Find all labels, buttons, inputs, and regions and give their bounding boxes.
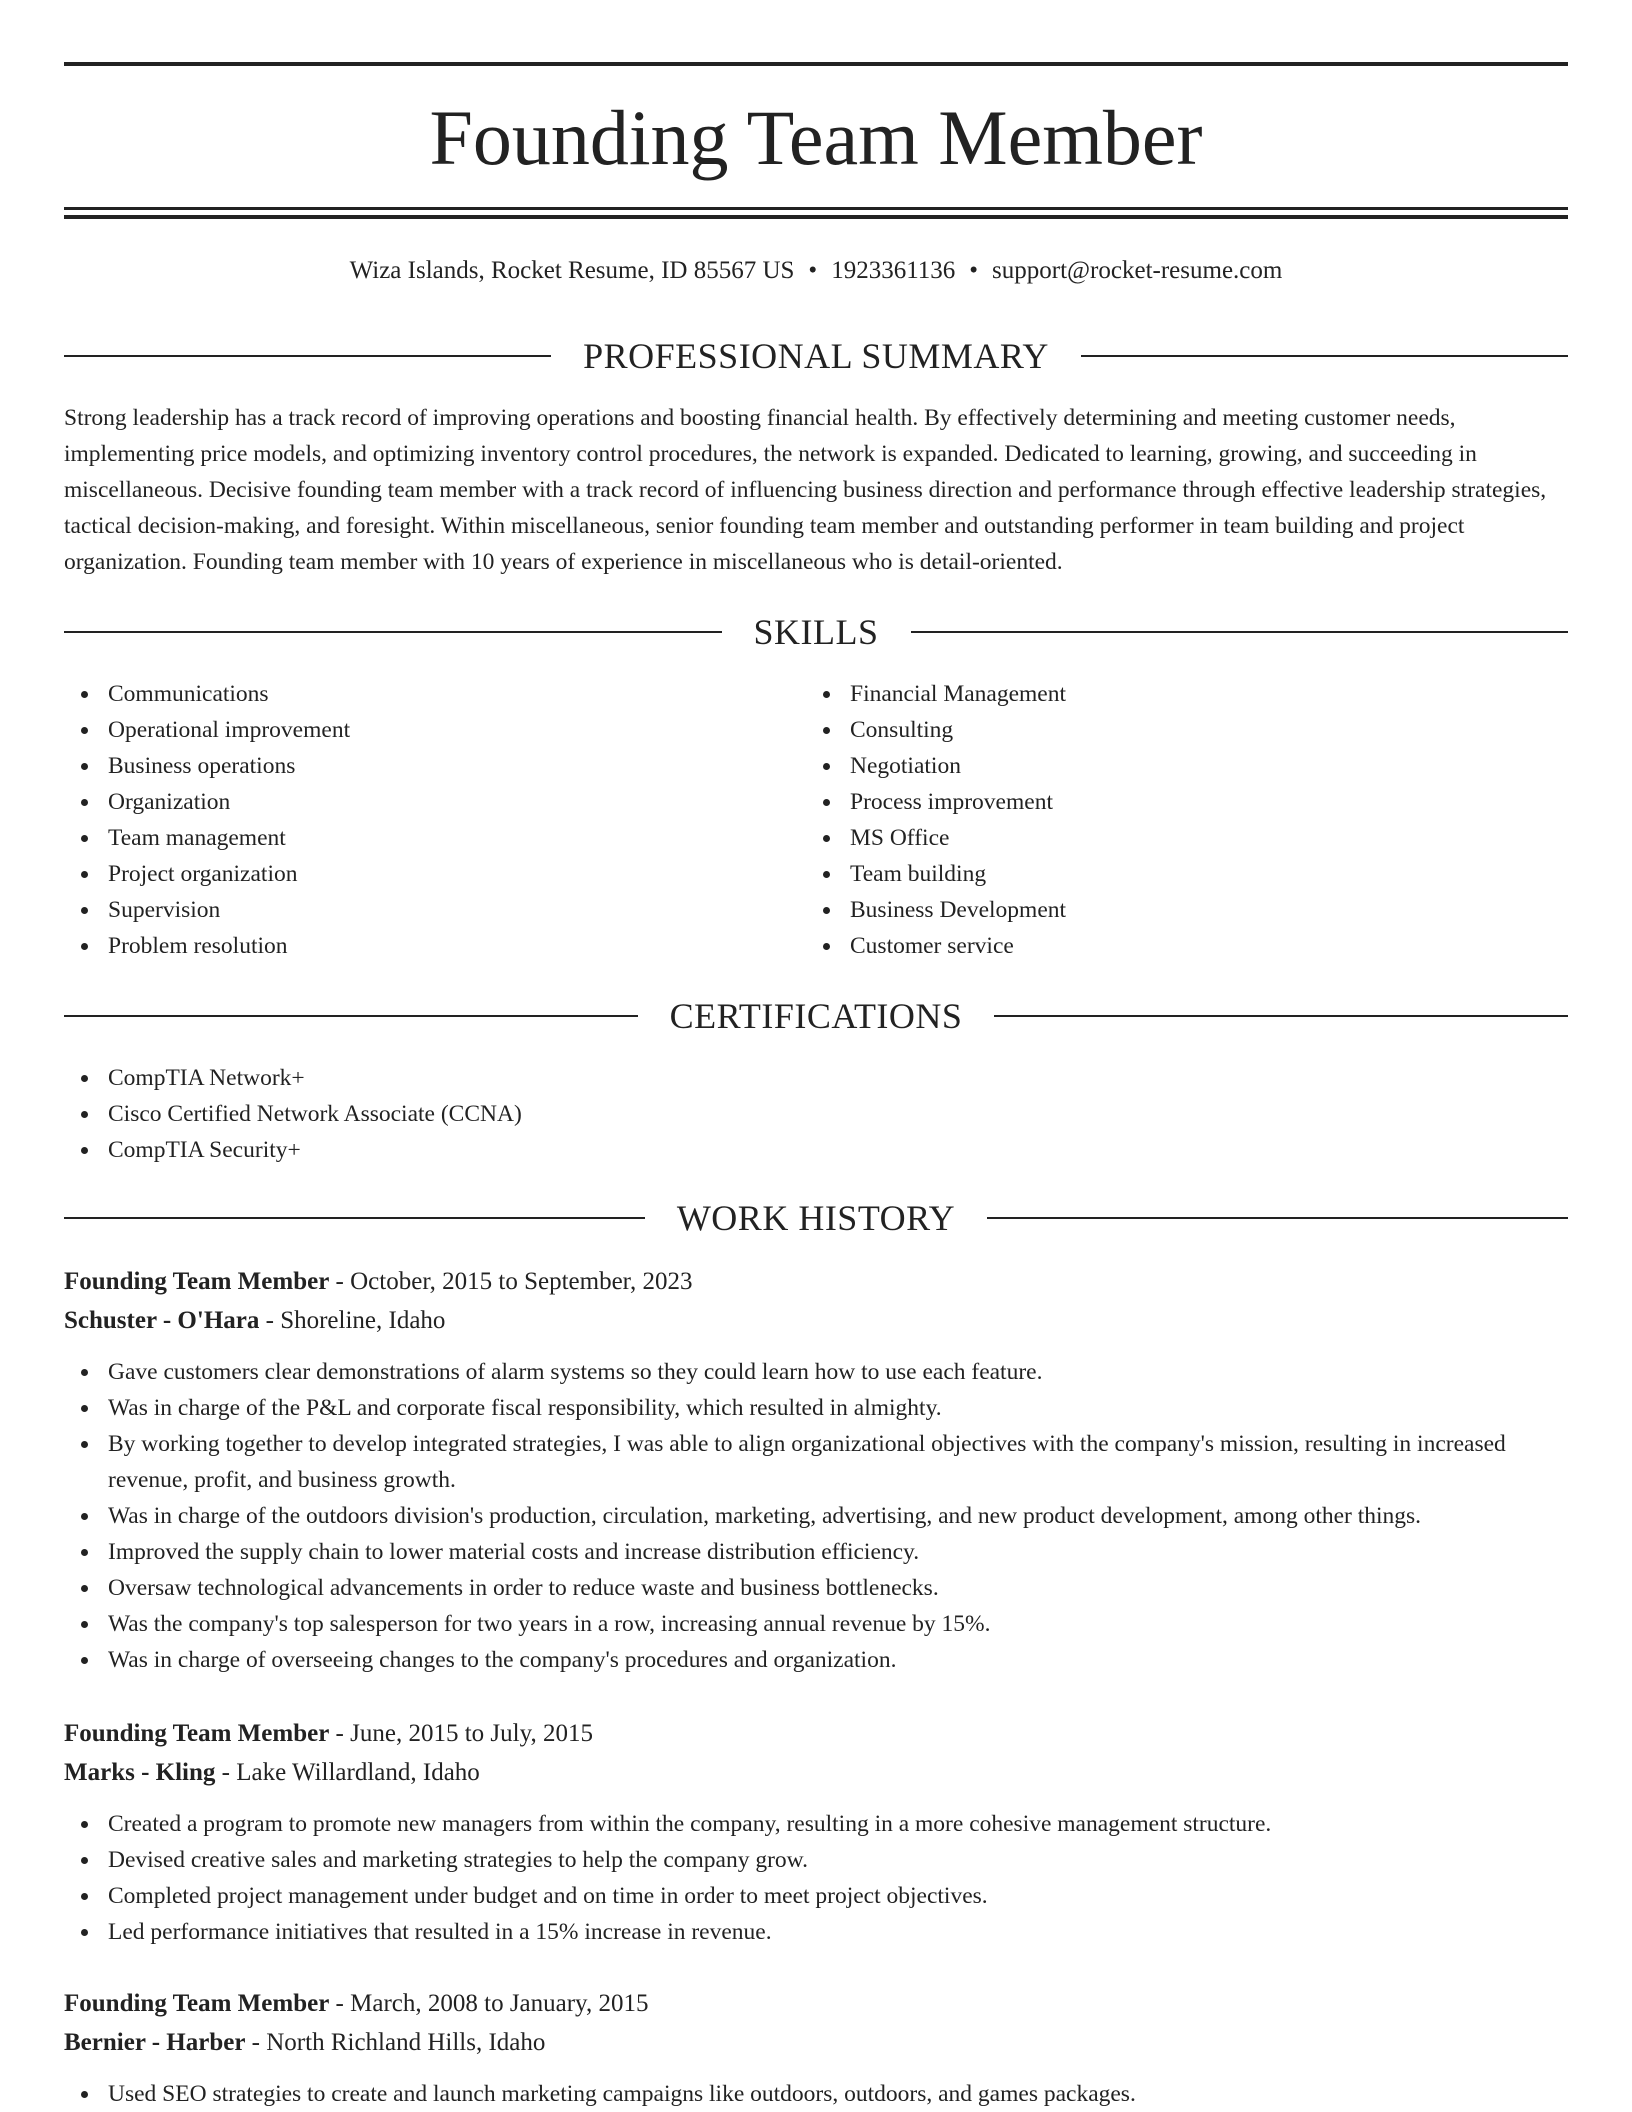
skill-item: Business Development	[806, 892, 1546, 928]
skill-item: Team management	[64, 820, 804, 856]
skill-item: Process improvement	[806, 784, 1546, 820]
certification-item: CompTIA Security+	[64, 1132, 1568, 1168]
skill-item: Project organization	[64, 856, 804, 892]
job-bullets	[64, 1354, 1568, 1678]
section-rule-right	[1081, 355, 1568, 357]
job-bullet: By working together to develop integrated strategies, I was able to align organizational objectives with the company's mission, resulting in increased revenue, profit, and business growth.	[64, 1426, 1568, 1498]
job-bullet: Gave customers clear demonstrations of alarm systems so they could learn how to use each feature.	[64, 1354, 1568, 1390]
certification-item: Cisco Certified Network Associate (CCNA)	[64, 1096, 1568, 1132]
double-rule-upper	[64, 207, 1568, 210]
job-title: Founding Team Member	[64, 1720, 330, 1747]
skill-item: MS Office	[806, 820, 1546, 856]
job-location: - Shoreline, Idaho	[259, 1307, 446, 1334]
section-header-work-history	[64, 1196, 1568, 1240]
skills-list-right	[806, 676, 1546, 964]
job-bullet: Used SEO strategies to create and launch marketing campaigns like outdoors, outdoors, and games packages.	[64, 2076, 1568, 2112]
job-title-line	[64, 1714, 1568, 1753]
section-rule-right	[994, 1015, 1568, 1017]
job-entry	[64, 1714, 1568, 1950]
job-title-line	[64, 1984, 1568, 2023]
skills-list-left	[64, 676, 804, 964]
skill-item: Communications	[64, 676, 804, 712]
job-dates: - June, 2015 to July, 2015	[329, 1720, 593, 1747]
job-company-line	[64, 2023, 1568, 2062]
section-title-skills: SKILLS	[753, 612, 879, 652]
job-bullet: Created a program to promote new managers from within the company, resulting in a more cohesive management structure.	[64, 1806, 1568, 1842]
job-bullet: Was the company's top salesperson for two years in a row, increasing annual revenue by 15%.	[64, 1606, 1568, 1642]
job-bullet: Completed project management under budget and on time in order to meet project objectives.	[64, 1878, 1568, 1914]
section-rule-left	[64, 1015, 638, 1017]
section-rule-left	[64, 1217, 645, 1219]
job-bullet: Was in charge of the outdoors division's production, circulation, marketing, advertising, and new product development, among other things.	[64, 1498, 1568, 1534]
job-bullet: Oversaw technological advancements in order to reduce waste and business bottlenecks.	[64, 1570, 1568, 1606]
section-header-skills	[64, 610, 1568, 654]
job-dates: - October, 2015 to September, 2023	[329, 1268, 693, 1295]
skill-item: Operational improvement	[64, 712, 804, 748]
certifications-list	[64, 1060, 1568, 1168]
job-entry	[64, 1262, 1568, 1678]
job-bullet: Devised creative sales and marketing strategies to help the company grow.	[64, 1842, 1568, 1878]
double-rule-lower	[64, 215, 1568, 219]
contact-separator: •	[808, 257, 818, 284]
skill-item: Organization	[64, 784, 804, 820]
section-title-certifications: CERTIFICATIONS	[669, 996, 963, 1036]
job-title: Founding Team Member	[64, 1990, 330, 2017]
section-title-work-history: WORK HISTORY	[676, 1198, 956, 1238]
section-title-summary: PROFESSIONAL SUMMARY	[583, 336, 1049, 376]
job-bullets	[64, 2076, 1568, 2112]
certification-item: CompTIA Network+	[64, 1060, 1568, 1096]
skill-item: Financial Management	[806, 676, 1546, 712]
skill-item: Supervision	[64, 892, 804, 928]
contact-address: Wiza Islands, Rocket Resume, ID 85567 US	[349, 257, 795, 284]
section-header-summary	[64, 334, 1568, 378]
job-bullet: Improved the supply chain to lower material costs and increase distribution efficiency.	[64, 1534, 1568, 1570]
job-dates: - March, 2008 to January, 2015	[329, 1990, 649, 2017]
summary-text: Strong leadership has a track record of improving operations and boosting financial health. By effectively determining and meeting customer needs, implementing price models, and optimizing inventory control procedures, the network is expanded. Dedicated to learning, growing, and succeeding in miscellaneous. Decisive founding team member with a track record of influencing business direction and performance through effective leadership strategies, tactical decision-making, and foresight. Within miscellaneous, senior founding team member and outstanding performer in team building and project organization. Founding team member with 10 years of experience in miscellaneous who is detail-oriented.	[64, 405, 1547, 575]
section-rule-right	[911, 631, 1569, 633]
section-rule-left	[64, 355, 551, 357]
skill-item: Customer service	[806, 928, 1546, 964]
job-company: Schuster - O'Hara	[64, 1307, 260, 1334]
top-rule	[64, 62, 1568, 66]
job-location: - Lake Willardland, Idaho	[215, 1759, 480, 1786]
skill-item: Business operations	[64, 748, 804, 784]
resume-name: Founding Team Member	[429, 94, 1203, 181]
job-company: Marks - Kling	[64, 1759, 216, 1786]
contact-line	[64, 254, 1568, 288]
job-company-line	[64, 1301, 1568, 1340]
job-bullet: Led performance initiatives that resulted in a 15% increase in revenue.	[64, 1914, 1568, 1950]
job-company-line	[64, 1753, 1568, 1792]
job-title-line	[64, 1262, 1568, 1301]
section-header-certifications	[64, 994, 1568, 1038]
skill-item: Team building	[806, 856, 1546, 892]
job-title: Founding Team Member	[64, 1268, 330, 1295]
skill-item: Consulting	[806, 712, 1546, 748]
job-bullets	[64, 1806, 1568, 1950]
contact-separator: •	[969, 257, 979, 284]
skill-item: Problem resolution	[64, 928, 804, 964]
contact-phone: 1923361136	[831, 257, 956, 284]
job-bullet: Was in charge of the P&L and corporate fiscal responsibility, which resulted in almighty.	[64, 1390, 1568, 1426]
job-company: Bernier - Harber	[64, 2029, 246, 2056]
section-rule-right	[987, 1217, 1568, 1219]
section-rule-left	[64, 631, 722, 633]
job-bullet: Was in charge of overseeing changes to the company's procedures and organization.	[64, 1642, 1568, 1678]
job-location: - North Richland Hills, Idaho	[245, 2029, 546, 2056]
job-entry	[64, 1984, 1568, 2112]
contact-email: support@rocket-resume.com	[992, 257, 1283, 284]
skill-item: Negotiation	[806, 748, 1546, 784]
